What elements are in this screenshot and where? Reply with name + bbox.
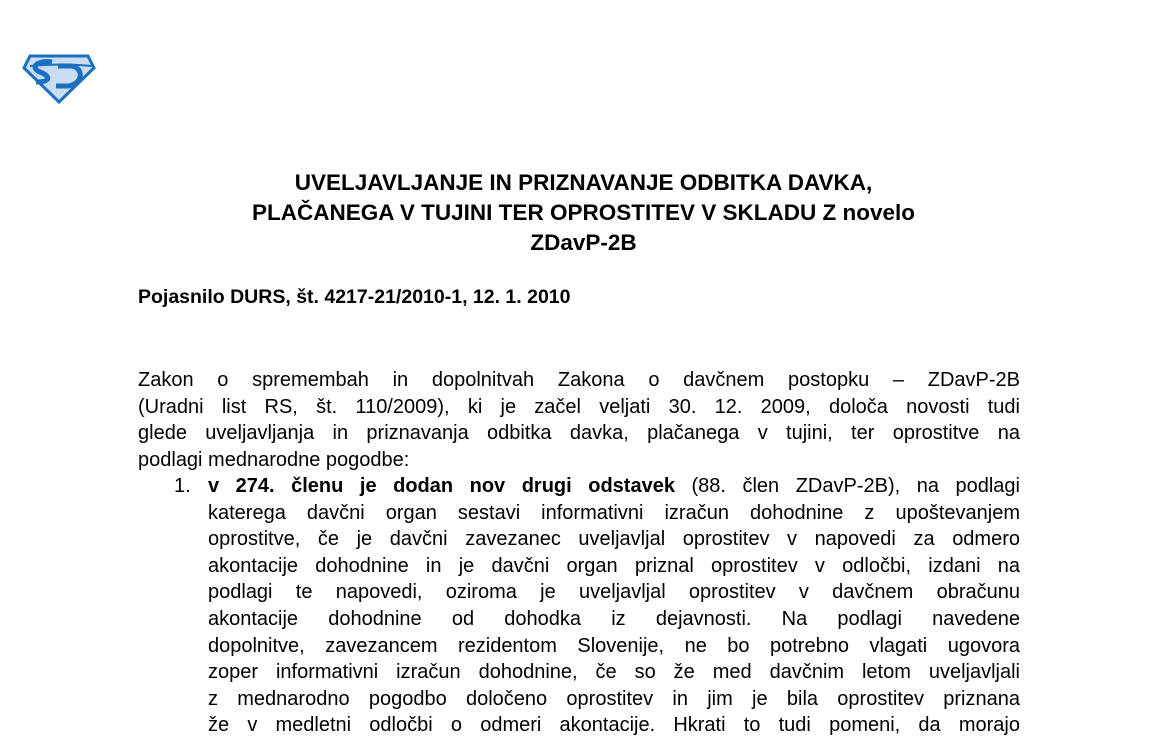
text-line (208, 473, 1020, 500)
title-line: UVELJAVLJANJE IN PRIZNAVANJE ODBITKA DAVKA, (294, 170, 873, 195)
text-line: (Uradni list RS, št. 110/2009), ki je začel veljati 30. 12. 2009, določa novosti tudi (138, 395, 1020, 418)
text-line: podlagi te napovedi, oziroma je uveljavljal oprostitev v davčnem obračunu (208, 581, 1020, 604)
text-line: akontacije dohodnine od dohodka iz dejavnosti. Na podlagi navedene (208, 607, 1020, 630)
text-line: akontacije dohodnine in je davčni organ priznal oprostitev v odločbi, izdani na (208, 554, 1020, 577)
text-line: dopolnitve, zavezancem rezidentom Slovenije, ne bo potrebno vlagati ugovora (208, 634, 1020, 657)
list-item (174, 473, 1020, 739)
text-line: katerega davčni organ sestavi informativni izračun dohodnine z upoštevanjem (208, 501, 1020, 524)
document-title (0, 168, 1157, 258)
list-number: 1. (174, 475, 191, 497)
text-line: Zakon o spremembah in dopolnitvah Zakona o davčnem postopku – ZDavP-2B (138, 369, 1020, 391)
sd-logo (22, 52, 96, 104)
text-line: z mednarodno pogodbo določeno oprostitev in jim je bila oprostitev priznana (208, 687, 1020, 710)
document-subtitle: Pojasnilo DURS, št. 4217-21/2010-1, 12. 1. 2010 (138, 286, 571, 308)
title-line: ZDavP-2B (530, 230, 637, 255)
title-line: PLAČANEGA V TUJINI TER OPROSTITEV V SKLADU Z novelo (252, 200, 915, 225)
text-line: glede uveljavljanja in priznavanja odbitka davka, plačanega v tujini, ter oprostitve na (138, 422, 1020, 445)
bold-lead: v 274. členu je dodan nov drugi odstavek (208, 475, 675, 497)
intro-paragraph (138, 367, 1020, 473)
text-line: oprostitve, če je davčni zavezanec uveljavljal oprostitev v napovedi za odmero (208, 528, 1020, 551)
text-line: zoper informativni izračun dohodnine, če so že med davčnim letom uveljavljali (208, 661, 1020, 684)
lead-rest: (88. člen ZDavP-2B), na podlagi (674, 475, 1020, 497)
text-line: podlagi mednarodne pogodbe: (138, 448, 410, 471)
text-line: že v medletni odločbi o odmeri akontacije. Hkrati to tudi pomeni, da morajo (208, 714, 1020, 737)
